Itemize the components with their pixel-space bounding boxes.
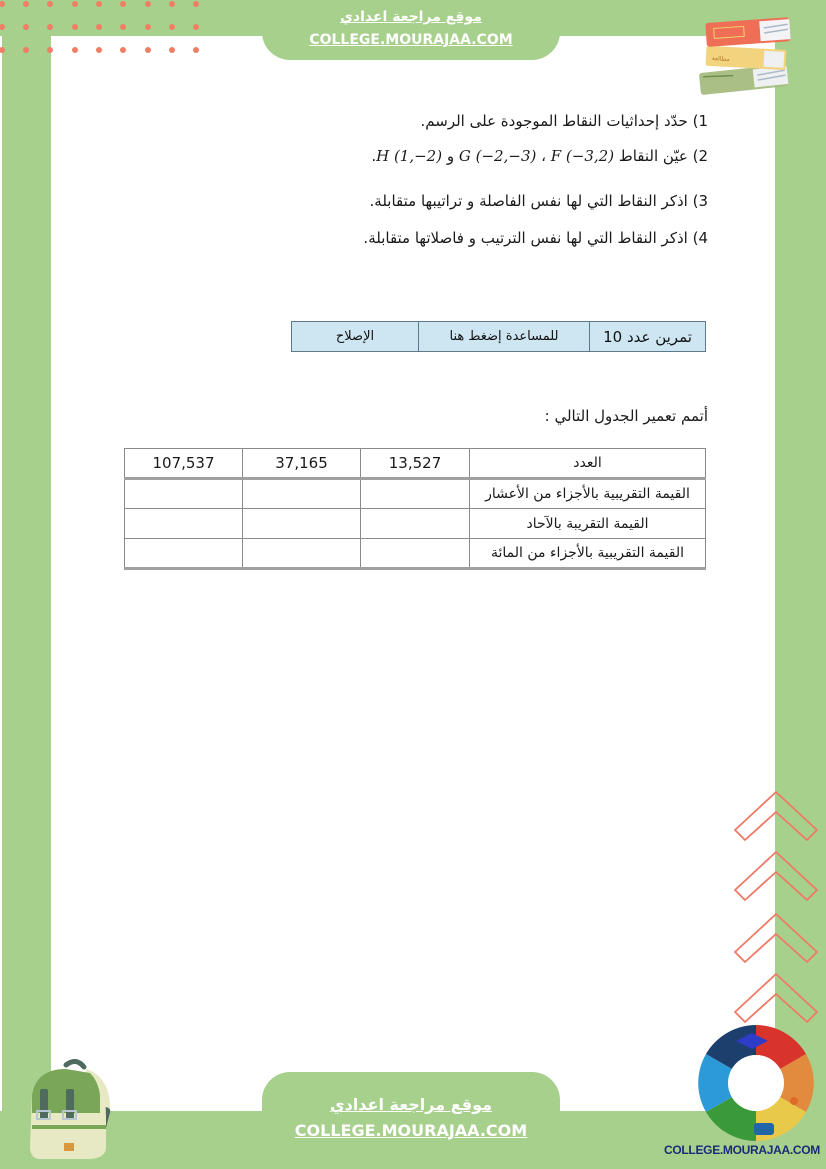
table-number: 13,527 xyxy=(361,449,470,479)
period: . xyxy=(371,147,377,165)
question-number: 3) xyxy=(692,192,708,210)
question-3 xyxy=(370,192,708,210)
frame-left-band xyxy=(2,0,51,1169)
answer-cell[interactable] xyxy=(361,539,470,569)
header-site-tab[interactable] xyxy=(262,0,560,60)
point-h: H (1,−2) xyxy=(376,147,443,165)
table-number: 37,165 xyxy=(243,449,361,479)
chevron-up-icon xyxy=(733,790,823,1040)
row-label: القيمة التقريبة بالآحاد xyxy=(470,509,706,539)
point-g: G (−2,−3) xyxy=(458,147,537,165)
table-header-label: العدد xyxy=(470,449,706,479)
separator: ، xyxy=(541,147,546,165)
footer-site-tab[interactable] xyxy=(262,1072,560,1169)
correction-link[interactable]: الإصلاح xyxy=(335,329,375,344)
header-site-name[interactable]: موقع مراجعة اعدادي xyxy=(340,9,482,25)
question-number: 4) xyxy=(692,229,708,247)
answer-cell[interactable] xyxy=(361,479,470,509)
answer-cell[interactable] xyxy=(125,509,243,539)
answer-cell[interactable] xyxy=(243,509,361,539)
row-label: القيمة التقريبية بالأجزاء من المائة xyxy=(470,539,706,569)
answer-cell[interactable] xyxy=(361,509,470,539)
table-number: 107,537 xyxy=(125,449,243,479)
rounding-table xyxy=(124,448,706,570)
question-text: اذكر النقاط التي لها نفس الترتيب و فاصلاتها متقابلة. xyxy=(363,229,688,247)
badge-site-url[interactable]: COLLEGE.MOURAJAA.COM xyxy=(664,1143,821,1157)
table-header-row xyxy=(125,449,706,479)
help-link[interactable]: للمساعدة إضغط هنا xyxy=(418,322,589,351)
header-site-url[interactable]: COLLEGE.MOURAJAA.COM xyxy=(309,32,513,48)
question-2 xyxy=(371,147,708,165)
instruction-text: أتمم تعمير الجدول التالي : xyxy=(544,407,708,425)
answer-cell[interactable] xyxy=(125,479,243,509)
separator: و xyxy=(446,147,455,165)
footer-site-url[interactable]: COLLEGE.MOURAJAA.COM xyxy=(294,1121,528,1140)
question-number: 1) xyxy=(692,112,708,130)
question-text: عيّن النقاط xyxy=(618,147,688,165)
question-text: اذكر النقاط التي لها نفس الفاصلة و تراتيبها متقابلة. xyxy=(369,192,688,210)
table-row xyxy=(125,509,706,539)
point-f: F (−3,2) xyxy=(550,147,615,165)
footer-site-name[interactable]: موقع مراجعة اعدادي xyxy=(329,1095,493,1114)
table-row xyxy=(125,479,706,509)
backpack-illustration-icon xyxy=(16,1055,114,1163)
row-label: القيمة التقريبية بالأجزاء من الأعشار xyxy=(470,479,706,509)
answer-cell[interactable] xyxy=(243,479,361,509)
question-text: حدّد إحداثيات النقاط الموجودة على الرسم. xyxy=(420,112,688,130)
answer-cell[interactable] xyxy=(243,539,361,569)
question-4 xyxy=(363,229,708,247)
svg-text:ﻣﻄﺎﻟﻌﺔ: ﻣﻄﺎﻟﻌﺔ xyxy=(711,55,730,63)
question-1 xyxy=(421,112,709,130)
books-illustration-icon xyxy=(694,12,804,96)
exercise-bar xyxy=(291,321,706,352)
exercise-title: تمرين عدد 10 xyxy=(589,322,705,351)
question-number: 2) xyxy=(692,147,708,165)
table-row xyxy=(125,539,706,569)
school-subjects-badge-icon xyxy=(696,1023,816,1143)
answer-cell[interactable] xyxy=(125,539,243,569)
